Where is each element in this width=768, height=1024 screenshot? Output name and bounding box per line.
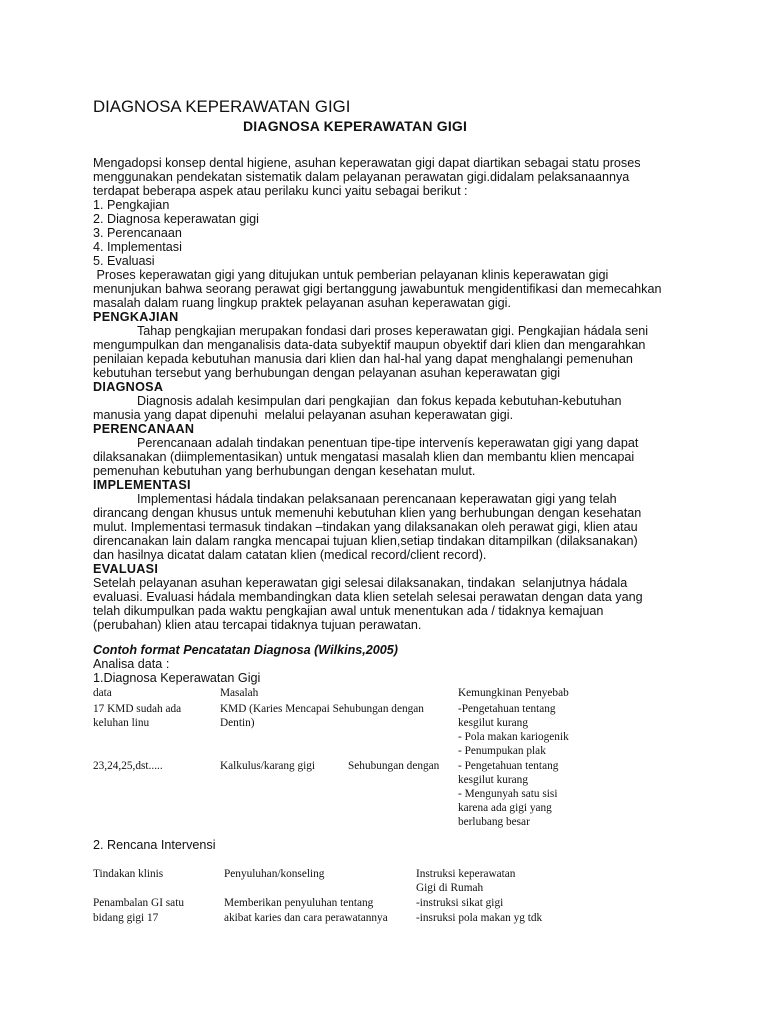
table-cell: Sehubungan dengan [348,760,440,772]
process-paragraph: Proses keperawatan gigi yang ditujukan untuk pemberian pelayanan klinis keperawatan gigi menunjukan bahwa seorang perawat gigi bertanggung jawabuntuk mengidentifikasi dan memecahkan masalah dalam ruang lingkup praktek pelayanan asuhan keperawatan gigi. [93,268,662,310]
page-title: DIAGNOSA KEPERAWATAN GIGI [93,97,351,116]
table-cell: -Pengetahuan tentang [458,703,556,715]
table-cell: kesgilut kurang [458,717,528,729]
table-header-cell: data [93,687,112,699]
section-heading-perencanaan: PERENCANAAN [93,422,195,436]
table-header-cell: Penyuluhan/konseling [224,868,325,880]
table-cell: 23,24,25,dst..... [93,760,163,772]
table-cell: - Pengetahuan tentang [458,760,559,772]
analisa-label: Analisa data : [93,657,170,671]
table-cell: keluhan linu [93,717,150,729]
rencana-heading: 2. Rencana Intervensi [93,838,216,852]
table-cell: Memberikan penyuluhan tentang [224,897,374,909]
section-heading-evaluasi: EVALUASI [93,562,159,576]
list-item: 5. Evaluasi [93,254,155,268]
table-header-cell: Gigi di Rumah [416,882,484,894]
table-cell: -insruksi pola makan yg tdk [416,912,543,924]
table-cell: - Pola makan kariogenik [458,731,569,743]
table-cell: Penambalan GI satu [93,897,184,909]
table-cell: Kalkulus/karang gigi [220,760,316,772]
table-cell: berlubang besar [458,816,530,828]
diagnosa-paragraph: Diagnosis adalah kesimpulan dari pengkajian dan fokus kepada kebutuhan-kebutuhan manusia yang dapat dipenuhi melalui pelayanan asuhan keperawatan gigi. [93,394,622,422]
table-cell: 17 KMD sudah ada [93,703,182,715]
section-heading-implementasi: IMPLEMENTASI [93,478,191,492]
implementasi-paragraph: Implementasi hádala tindakan pelaksanaan perencanaan keperawatan gigi yang telah dirancang dengan khusus untuk memenuhi kebutuhan klien yang berhubungan dengan kesehatan mulut. Implementasi termasuk tindakan –tindakan yang dilaksanakan oleh perawat gigi, klien atau direncanakan lain dalam rangka mencapai tujuan klien,setiap tindakan ditampilkan (dilaksanakan) dan hasilnya dicatat dalam catatan klien (medical record/client record). [93,492,642,562]
table-cell: - Mengunyah satu sisi [458,788,558,800]
evaluasi-paragraph: Setelah pelayanan asuhan keperawatan gigi selesai dilaksanakan, tindakan selanjutnya hádala evaluasi. Evaluasi hádala membandingkan data klien setelah selesai perawatan dengan data yang telah dikumpulkan pada waktu pengkajian awal untuk menentukan ada / tidaknya kemajuan (perubahan) klien atau tercapai tidaknya tujuan perawatan. [93,576,643,632]
steps-list [93,198,693,268]
section-heading-diagnosa: DIAGNOSA [93,380,164,394]
list-item: 3. Perencanaan [93,226,182,240]
list-item: 1. Pengkajian [93,198,170,212]
perencanaan-paragraph: Perencanaan adalah tindakan penentuan tipe-tipe intervenís keperawatan gigi yang dapat dilaksanakan (diimplementasikan) untuk mengatasi masalah klien dan membantu klien mencapai pemenuhan kebutuhan yang berhubungan dengan kesehatan mulut. [93,436,639,478]
example-title: Contoh format Pencatatan Diagnosa (Wilkins,2005) [93,643,398,657]
page-subtitle: DIAGNOSA KEPERAWATAN GIGI [243,118,468,134]
table-cell: -instruksi sikat gigi [416,897,504,909]
table-header-cell: Masalah [220,687,259,699]
table-cell: KMD (Karies Mencapai Sehubungan dengan [220,703,424,715]
intro-paragraph: Mengadopsi konsep dental higiene, asuhan keperawatan gigi dapat diartikan sebagai statu proses menggunakan pendekatan sistematik dalam pelayanan perawatan gigi.didalam pelaksanaannya terdapat beberapa aspek atau perilaku kunci yaitu sebagai berikut : [93,156,641,198]
section-heading-pengkajian: PENGKAJIAN [93,310,179,324]
list-item: 4. Implementasi [93,240,182,254]
diagnosa-table-heading: 1.Diagnosa Keperawatan Gigi [93,671,261,685]
list-item: 2. Diagnosa keperawatan gigi [93,212,259,226]
table-cell: karena ada gigi yang [458,802,552,814]
table-header-cell: Tindakan klinis [93,868,164,880]
pengkajian-paragraph: Tahap pengkajian merupakan fondasi dari proses keperawatan gigi. Pengkajian hádala seni mengumpulkan dan menganalisis data-data subyektif maupun obyektif dari klien dan mengarahkan penilaian kepada kebutuhan manusia dari klien dan hal-hal yang dapat menghalangi pemenuhan kebutuhan tersebut yang berhubungan dengan pelayanan asuhan keperawatan gigi [93,324,649,380]
table-cell: Dentin) [220,717,255,729]
table-cell: bidang gigi 17 [93,912,159,924]
table-cell: - Penumpukan plak [458,745,546,757]
table-header-cell: Kemungkinan Penyebab [458,687,569,699]
table-cell: kesgilut kurang [458,774,528,786]
table-header-cell: Instruksi keperawatan [416,868,516,880]
table-cell: akibat karies dan cara perawatannya [224,912,388,924]
